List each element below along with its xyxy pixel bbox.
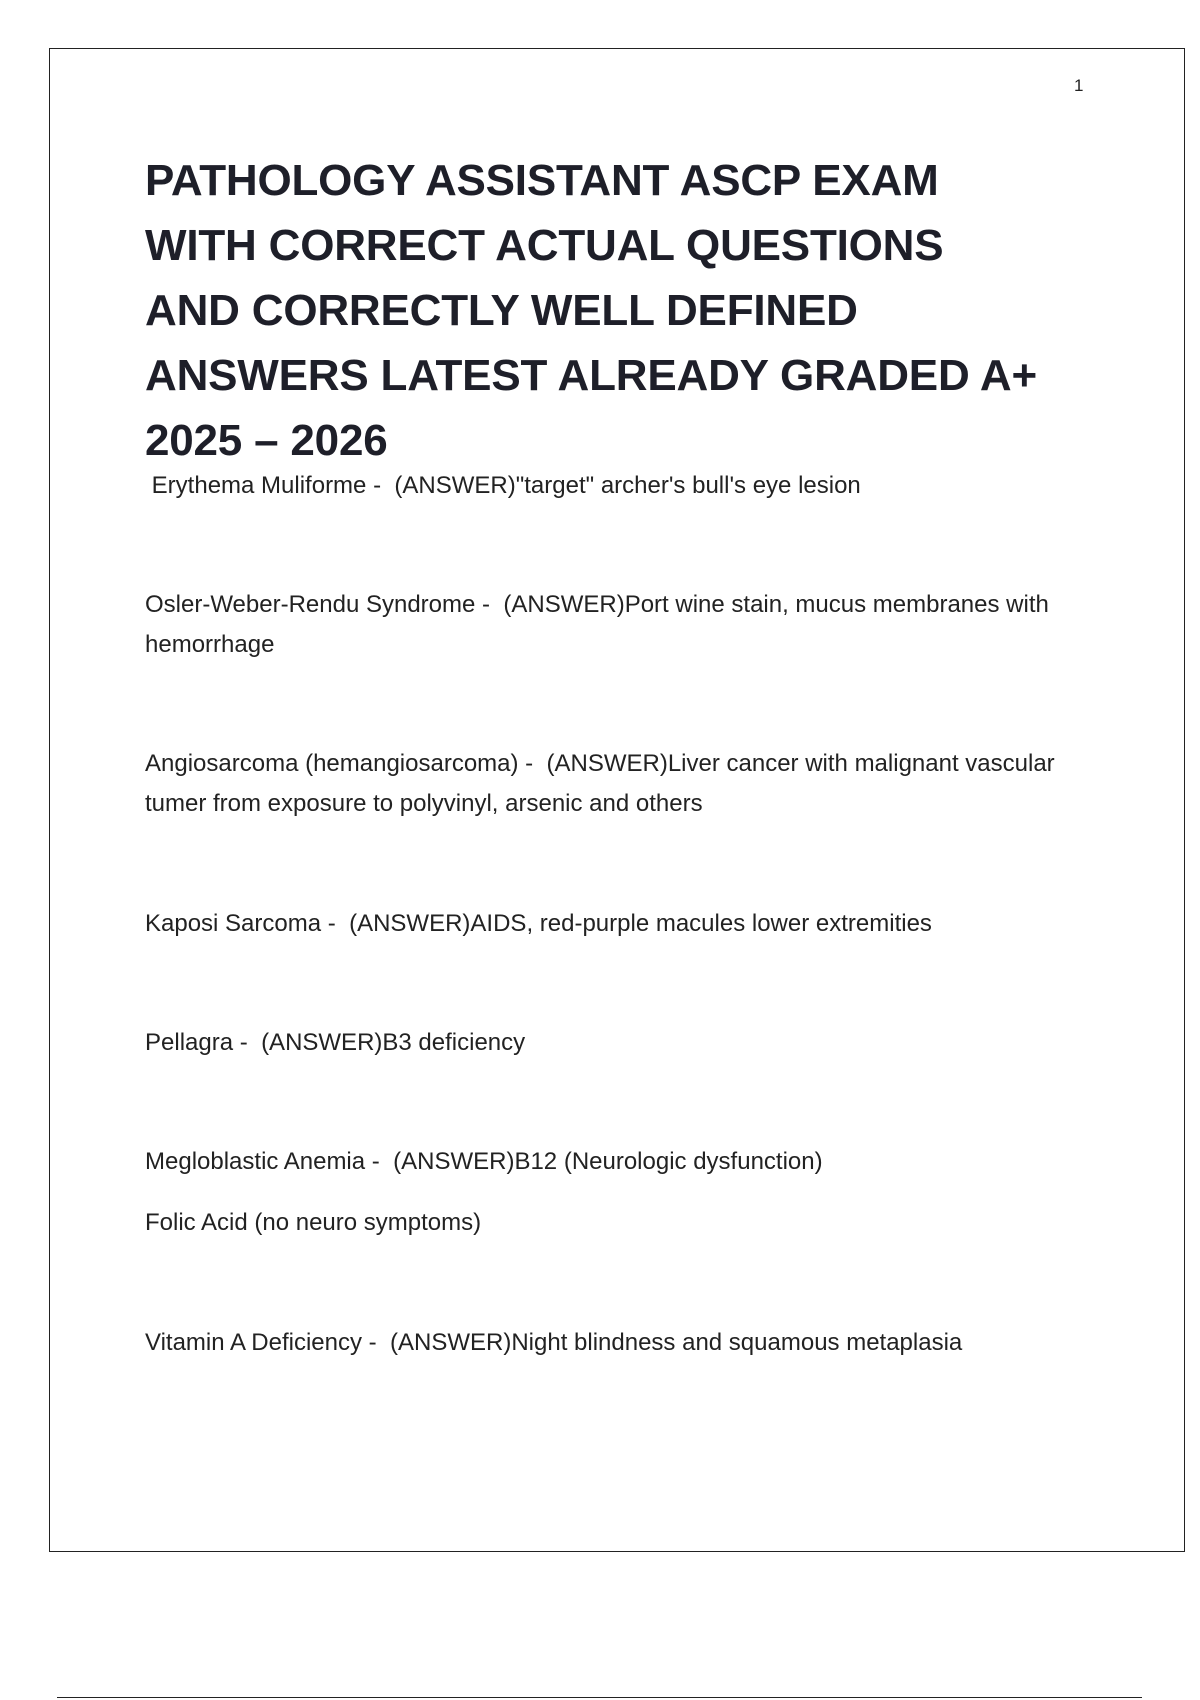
qa-answer: B12 (Neurologic dysfunction) (514, 1148, 823, 1175)
title-line: ANSWERS LATEST ALREADY GRADED A+ (145, 351, 1037, 400)
qa-term: Pellagra (145, 1029, 234, 1056)
qa-separator: - (475, 591, 504, 618)
title-line: WITH CORRECT ACTUAL QUESTIONS (145, 221, 944, 270)
qa-answer: B3 deficiency (382, 1029, 526, 1056)
qa-separator: - (321, 910, 350, 937)
qa-answer: Port wine stain, mucus membranes with hemorrhage (145, 591, 1056, 658)
qa-answer: Night blindness and squamous metaplasia (511, 1329, 963, 1356)
title-line: 2025 – 2026 (145, 416, 388, 465)
qa-answer-prefix: (ANSWER) (394, 472, 516, 499)
qa-term: Osler-Weber-Rendu Syndrome (145, 591, 476, 618)
qa-answer-prefix: (ANSWER) (503, 591, 625, 618)
qa-term: Angiosarcoma (hemangiosarcoma) (145, 750, 519, 777)
qa-entry-kaposi-sarcoma (145, 904, 1075, 944)
qa-term: Megloblastic Anemia (145, 1148, 366, 1175)
qa-entry-vitamin-a-deficiency (145, 1323, 1075, 1363)
qa-answer-prefix: (ANSWER) (261, 1029, 383, 1056)
qa-answer-prefix: (ANSWER) (393, 1148, 515, 1175)
qa-entry-megloblastic-anemia (145, 1142, 1075, 1182)
next-page-top-border (57, 1697, 1142, 1698)
qa-term: Kaposi Sarcoma (145, 910, 322, 937)
qa-entry-angiosarcoma (145, 744, 1075, 824)
qa-answer: AIDS, red-purple macules lower extremities (470, 910, 932, 937)
title-line: PATHOLOGY ASSISTANT ASCP EXAM (145, 156, 939, 205)
qa-answer: "target" archer's bull's eye lesion (515, 472, 861, 499)
qa-separator: - (518, 750, 547, 777)
qa-entry-osler-weber-rendu (145, 585, 1075, 665)
qa-entry-erythema-muliforme (145, 466, 1075, 506)
qa-answer-prefix: (ANSWER) (390, 1329, 512, 1356)
qa-term: Vitamin A Deficiency (145, 1329, 362, 1356)
page-number: 1 (1074, 76, 1084, 95)
qa-answer-prefix: (ANSWER) (546, 750, 668, 777)
qa-extra-line: Folic Acid (no neuro symptoms) (145, 1209, 482, 1236)
qa-separator: - (233, 1029, 262, 1056)
document-title (145, 148, 1105, 473)
qa-separator: - (365, 1148, 394, 1175)
qa-separator: - (366, 472, 395, 499)
title-line: AND CORRECTLY WELL DEFINED (145, 286, 858, 335)
qa-entry-pellagra (145, 1023, 1075, 1063)
qa-separator: - (362, 1329, 390, 1356)
qa-answer-prefix: (ANSWER) (349, 910, 471, 937)
qa-answer: Liver cancer with malignant vascular tumer from exposure to polyvinyl, arsenic and others (145, 750, 1062, 817)
qa-term: Erythema Muliforme (145, 472, 367, 499)
